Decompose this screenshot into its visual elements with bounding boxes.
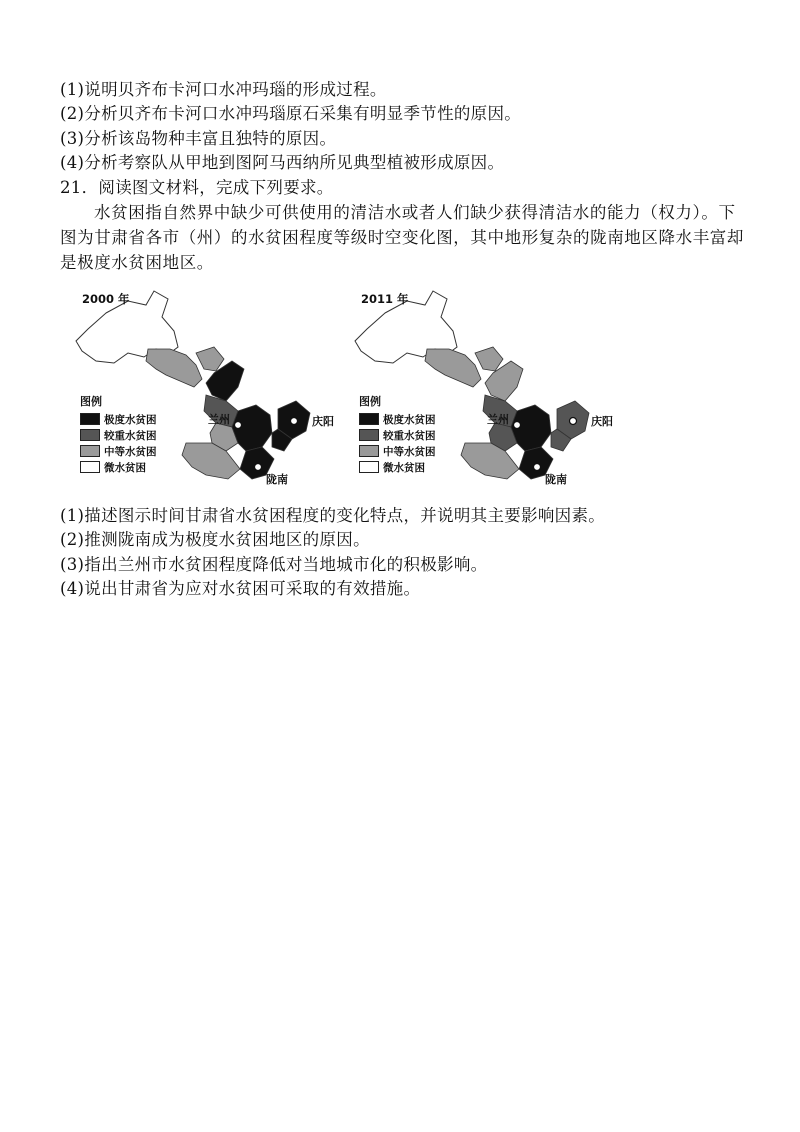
city-label-longnan: 陇南 [266, 473, 288, 486]
legend-2011 [359, 393, 436, 475]
question-top-2: (2)分析贝齐布卡河口水冲玛瑙原石采集有明显季节性的原因。 [60, 104, 522, 123]
swatch-severe [359, 429, 379, 441]
swatch-extreme [359, 413, 379, 425]
legend-item-severe: 较重水贫困 [359, 427, 436, 443]
legend-item-slight: 微水贫困 [80, 459, 157, 475]
question-bottom-2: (2)推测陇南成为极度水贫困地区的原因。 [60, 530, 370, 549]
swatch-extreme [80, 413, 100, 425]
question-bottom-1: (1)描述图示时间甘肃省水贫困程度的变化特点，并说明其主要影响因素。 [60, 506, 606, 525]
swatch-moderate [359, 445, 379, 457]
legend-item-severe: 较重水贫困 [80, 427, 157, 443]
city-label-longnan: 陇南 [545, 473, 567, 486]
longnan-marker-2000 [255, 464, 262, 471]
map-2011 [345, 283, 615, 488]
material-paragraph: 水贫困指自然界中缺少可供使用的清洁水或者人们缺少获得清洁水的能力（权力）。下图为甘肃省各市（州）的水贫困程度等级时空变化图，其中地形复杂的陇南地区降水丰富却是极度水贫困地区。 [60, 203, 744, 272]
swatch-slight [80, 461, 100, 473]
legend-title: 图例 [80, 395, 102, 408]
map-year-2011: 2011 年 [361, 292, 409, 306]
legend-item-extreme: 极度水贫困 [359, 411, 436, 427]
swatch-slight [359, 461, 379, 473]
legend-item-extreme: 极度水贫困 [80, 411, 157, 427]
legend-title: 图例 [359, 395, 381, 408]
question-top-1: (1)说明贝齐布卡河口水冲玛瑙的形成过程。 [60, 80, 387, 99]
question-top-4: (4)分析考察队从甲地到图阿马西纳所见典型植被形成原因。 [60, 153, 505, 172]
legend-2000 [80, 393, 157, 475]
legend-item-slight: 微水贫困 [359, 459, 436, 475]
lanzhou-marker-2011 [514, 422, 521, 429]
qingyang-marker-2011 [570, 418, 577, 425]
question-bottom-3: (3)指出兰州市水贫困程度降低对当地城市化的积极影响。 [60, 555, 488, 574]
swatch-moderate [80, 445, 100, 457]
longnan-marker-2011 [534, 464, 541, 471]
city-label-qingyang: 庆阳 [591, 415, 613, 428]
city-label-lanzhou: 兰州 [487, 413, 509, 426]
qingyang-marker-2000 [291, 418, 298, 425]
swatch-severe [80, 429, 100, 441]
legend-item-moderate: 中等水贫困 [359, 443, 436, 459]
city-label-qingyang: 庆阳 [312, 415, 334, 428]
map-year-2000: 2000 年 [82, 292, 130, 306]
lanzhou-marker-2000 [235, 422, 242, 429]
map-2000 [66, 283, 336, 488]
city-label-lanzhou: 兰州 [208, 413, 230, 426]
legend-item-moderate: 中等水贫困 [80, 443, 157, 459]
question-bottom-4: (4)说出甘肃省为应对水贫困可采取的有效措施。 [60, 579, 421, 598]
question-top-3: (3)分析该岛物种丰富且独特的原因。 [60, 129, 337, 148]
question-21-heading: 21．阅读图文材料，完成下列要求。 [60, 178, 334, 197]
